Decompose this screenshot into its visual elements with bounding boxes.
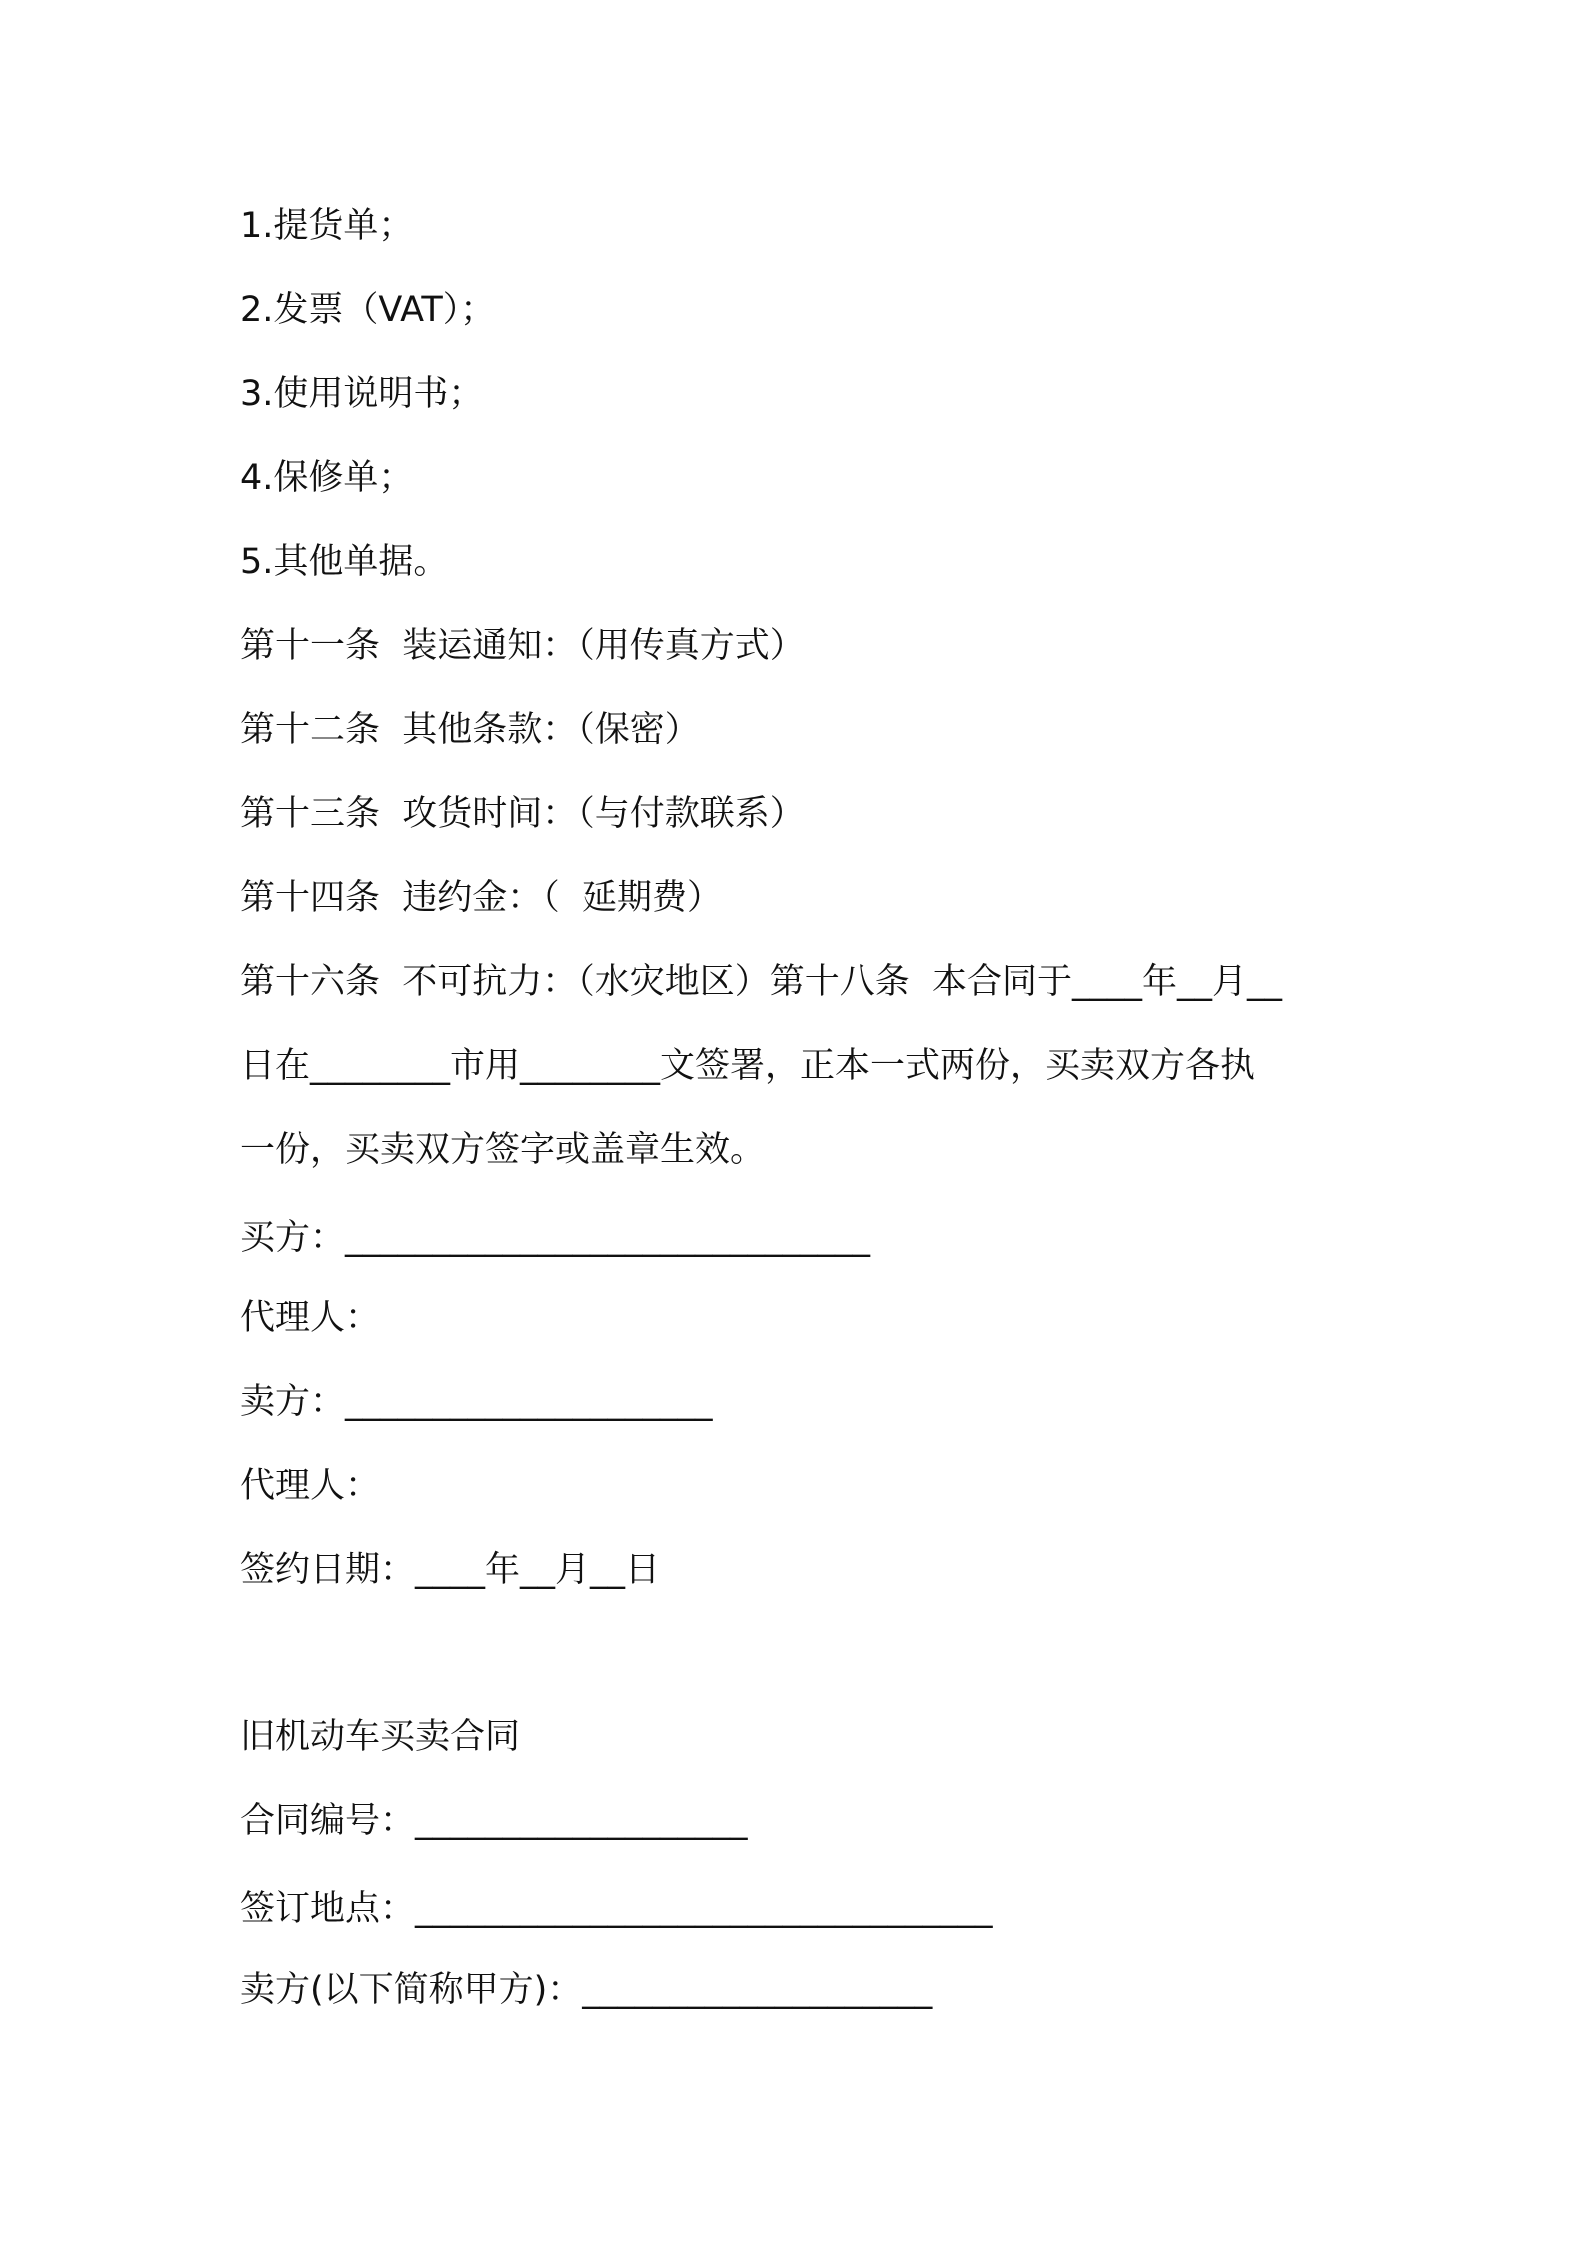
document-item-4: 4.保修单；	[240, 458, 414, 498]
document-item-3: 3.使用说明书；	[240, 374, 484, 414]
buyer-signature-line: 买方：______________________________	[240, 1218, 871, 1258]
clause-16-18-line-3: 一份，买卖双方签字或盖章生效。	[240, 1130, 766, 1170]
signing-place-line: 签订地点：_________________________________	[240, 1889, 993, 1929]
document-item-2: 2.发票（VAT）；	[240, 290, 496, 330]
clause-16-18-line-2: 日在________市用________文签署，正本一式两份，买卖双方各执	[240, 1046, 1256, 1086]
signing-date-line: 签约日期：____年__月__日	[240, 1550, 661, 1590]
clause-14: 第十四条 违约金：（ 延期费）	[240, 878, 723, 918]
document-item-5: 5.其他单据。	[240, 542, 449, 582]
seller-party-line: 卖方(以下简称甲方)：____________________	[240, 1970, 933, 2010]
clause-12: 第十二条 其他条款：（保密）	[240, 710, 700, 750]
clause-11: 第十一条 装运通知：（用传真方式）	[240, 626, 805, 666]
document-item-1: 1.提货单；	[240, 206, 414, 246]
seller-signature-line: 卖方：_____________________	[240, 1382, 713, 1422]
second-contract-title: 旧机动车买卖合同	[240, 1717, 521, 1757]
contract-number-line: 合同编号：___________________	[240, 1801, 748, 1841]
seller-agent-line: 代理人：	[240, 1466, 381, 1506]
buyer-agent-line: 代理人：	[240, 1298, 381, 1338]
clause-13: 第十三条 攻货时间：（与付款联系）	[240, 794, 805, 834]
clause-16-18-line-1: 第十六条 不可抗力：（水灾地区）第十八条 本合同于____年__月__	[240, 962, 1283, 1002]
